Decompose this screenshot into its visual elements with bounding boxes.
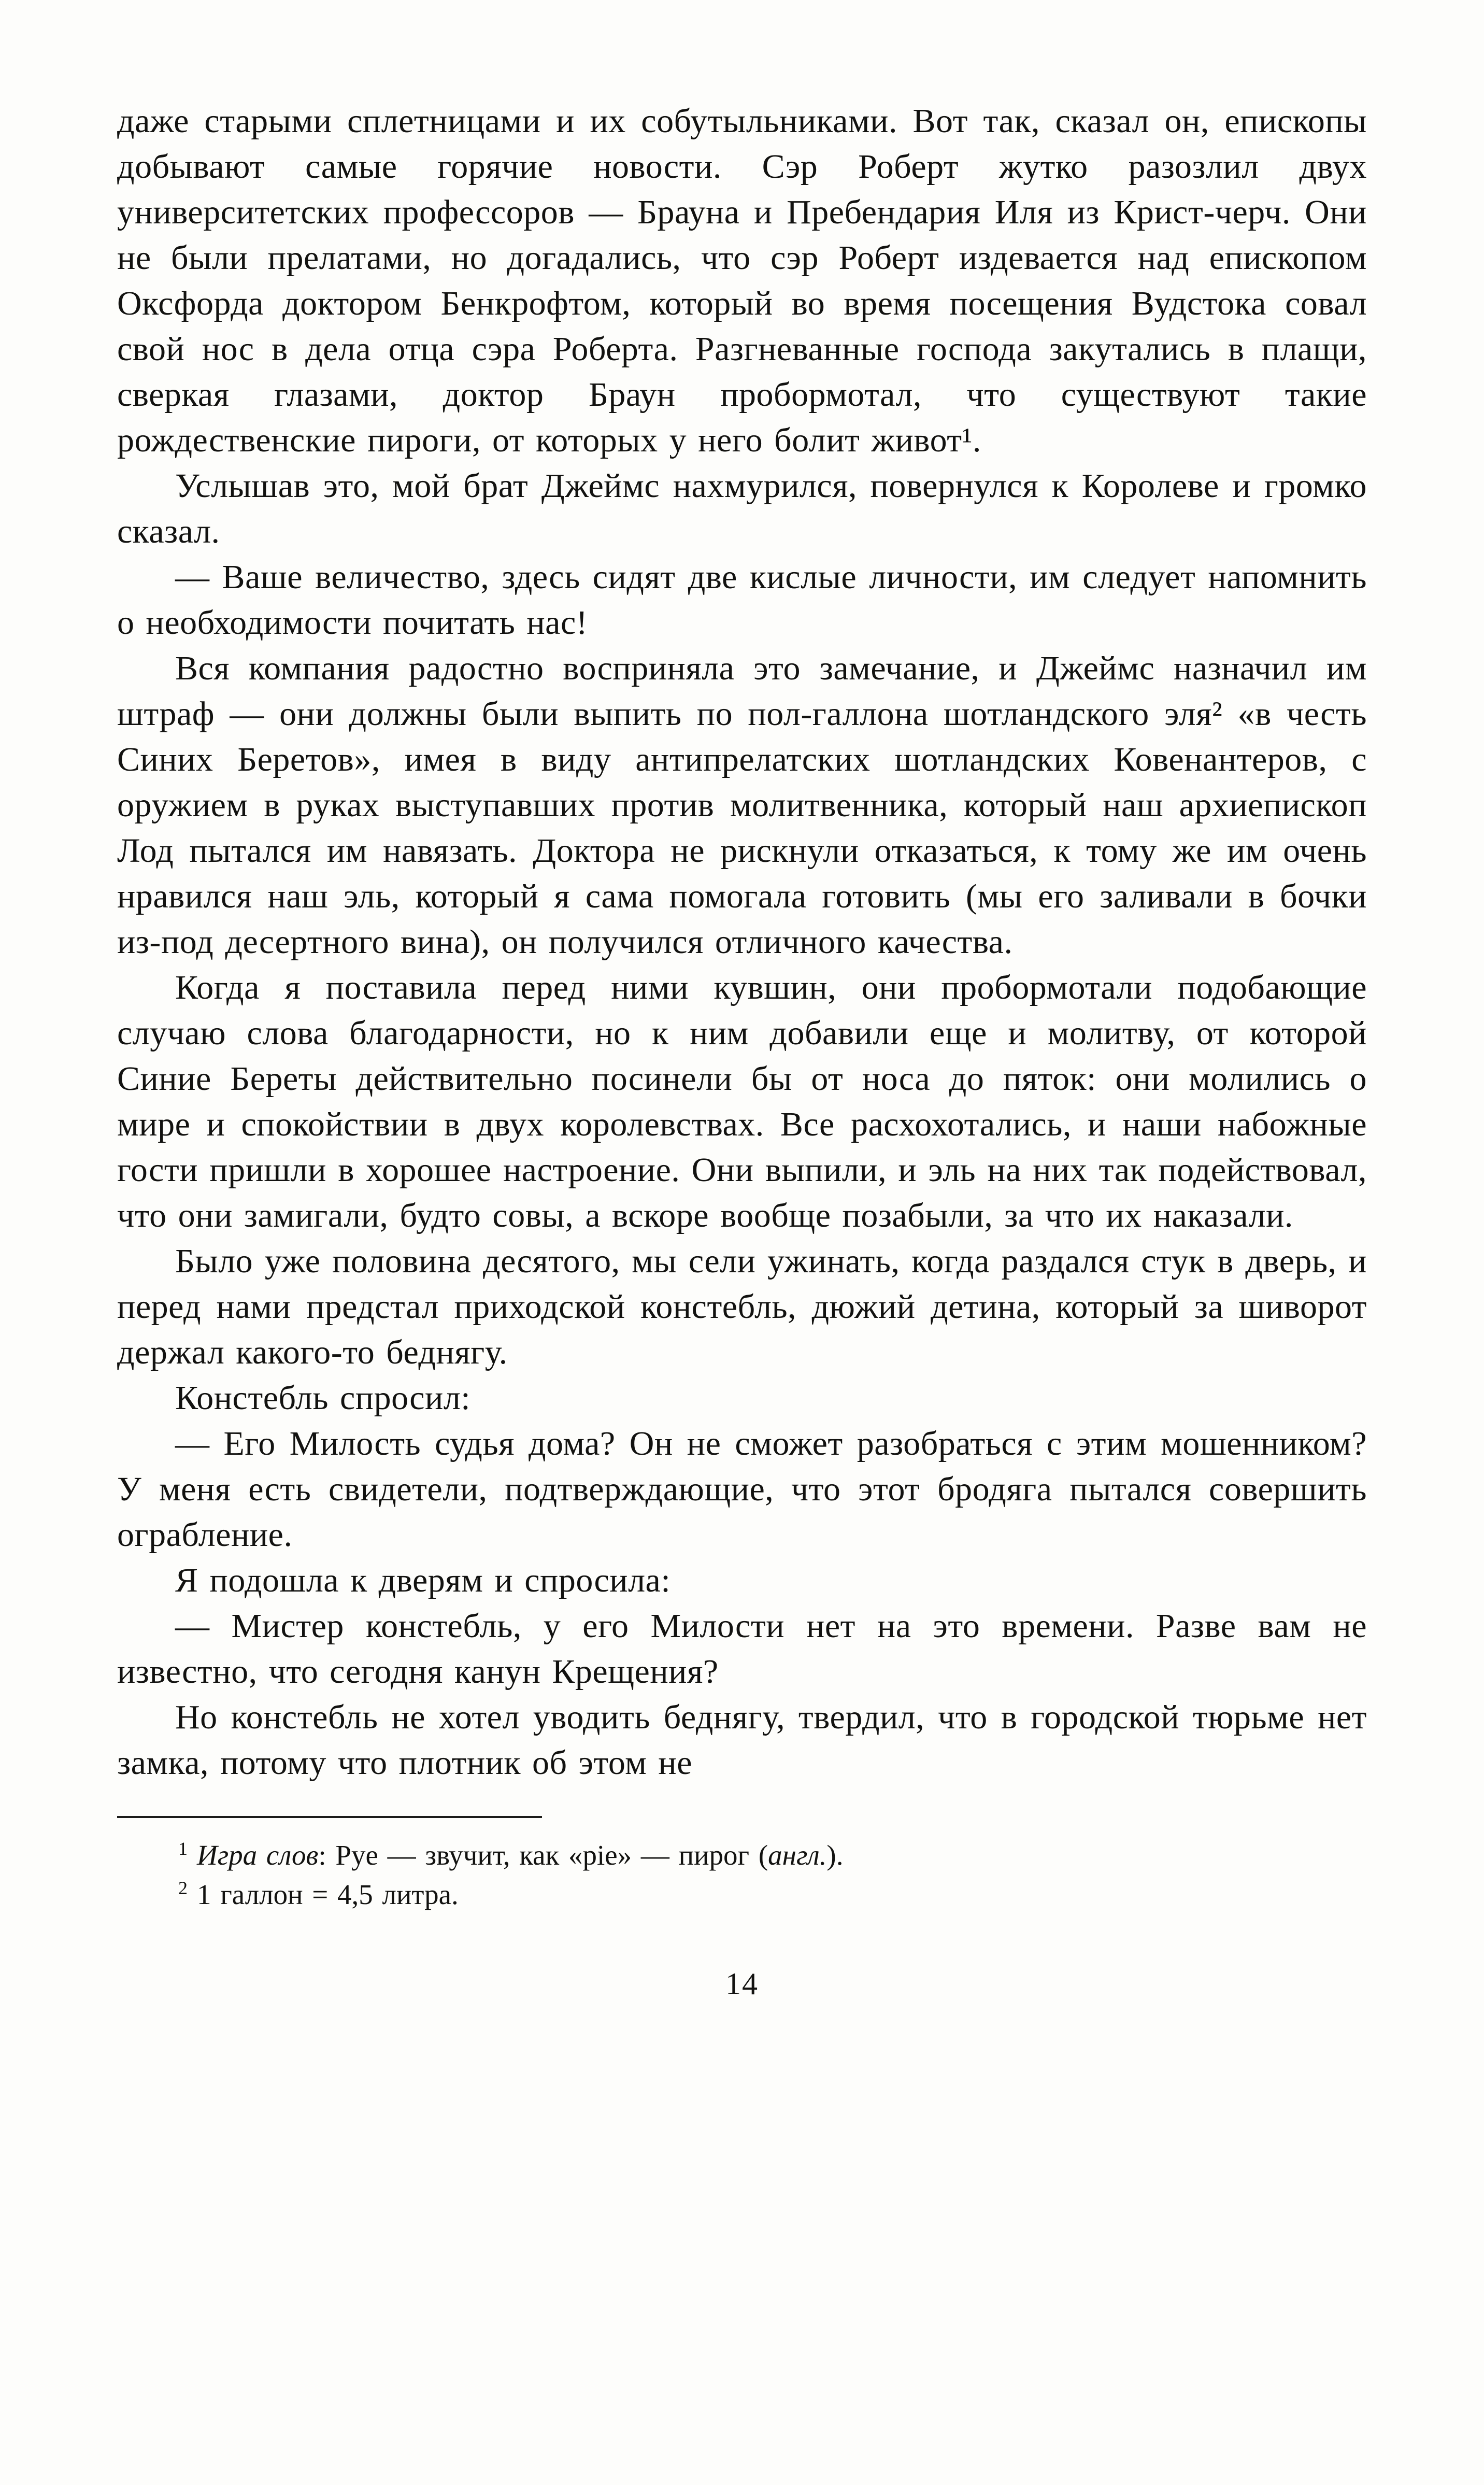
- footnotes-block: [117, 1836, 1367, 1914]
- footnote-text: 1 галлон = 4,5 литра.: [197, 1879, 459, 1910]
- page-number: 14: [725, 1967, 759, 2001]
- paragraph: Но констебль не хотел уводить беднягу, твердил, что в городской тюрьме нет замка, потому что плотник об этом не: [117, 1698, 1367, 1782]
- paragraph: Когда я поставила перед ними кувшин, они пробормотали подобающие случаю слова благодарности, но к ним добавили еще и молитву, от которой Синие Береты действительно посинели бы от носа до пяток: они молились о мире и спокойствии в двух королевствах. Все расхохотались, и наши набожные гости пришли в хорошее настроение. Они выпили, и эль на них так подействовал, что они замигали, будто совы, а вскоре вообще позабыли, за что их наказали.: [117, 969, 1367, 1234]
- paragraph-dialogue: — Ваше величество, здесь сидят две кислые личности, им следует напомнить о необходимости почитать нас!: [117, 558, 1367, 642]
- paragraph: Было уже половина десятого, мы сели ужинать, когда раздался стук в дверь, и перед нами предстал приходской констебль, дюжий детина, который за шиворот держал какого-то беднягу.: [117, 1242, 1367, 1371]
- footnote-text-italic: Игра слов: [197, 1839, 319, 1871]
- paragraph: даже старыми сплетницами и их собутыльниками. Вот так, сказал он, епископы добывают самые горячие новости. Сэр Роберт жутко разозлил двух университетских профессоров — Брауна и Пребендария Иля из Крист-черч. Они не были прелатами, но догадались, что сэр Роберт издевается над епископом Оксфорда доктором Бенкрофтом, который во время посещения Вудстока совал свой нос в дела отца сэра Роберта. Разгневанные господа закутались в плащи, сверкая глазами, доктор Браун пробормотал, что существуют такие рождественские пироги, от которых у него болит живот¹.: [117, 102, 1367, 459]
- footnote-text-italic: англ.: [768, 1839, 827, 1871]
- paragraph-dialogue: — Его Милость судья дома? Он не сможет разобраться с этим мошенником? У меня есть свидетели, подтверждающие, что этот бродяга пытался совершить ограбление.: [117, 1425, 1367, 1554]
- footnote: [117, 1875, 1367, 1914]
- footnote: [117, 1836, 1367, 1875]
- footnote-text: : Pye — звучит, как «pie» — пирог (: [318, 1839, 768, 1871]
- footnote-marker: 1: [178, 1838, 188, 1859]
- paragraph: Я подошла к дверям и спросила:: [175, 1561, 671, 1599]
- paragraph: Констебль спросил:: [175, 1379, 471, 1417]
- footnote-text: ).: [826, 1839, 844, 1871]
- footnote-separator: [117, 1816, 542, 1818]
- footnote-marker: 2: [178, 1877, 188, 1898]
- paragraph: Вся компания радостно восприняла это замечание, и Джеймс назначил им штраф — они должны были выпить по пол-галлона шотландского эля² «в честь Синих Беретов», имея в виду антипрелатских шотландских Ковенантеров, с оружием в руках выступавших против молитвенника, который наш архиепископ Лод пытался им навязать. Доктора не рискнули отказаться, к тому же им очень нравился наш эль, который я сама помогала готовить (мы его заливали в бочки из-под десертного вина), он получился отличного качества.: [117, 649, 1367, 961]
- paragraph-dialogue: — Мистер констебль, у его Милости нет на это времени. Разве вам не известно, что сегодня канун Крещения?: [117, 1607, 1367, 1691]
- paragraph: Услышав это, мой брат Джеймс нахмурился, повернулся к Королеве и громко сказал.: [117, 467, 1367, 550]
- main-text-block: [117, 98, 1367, 1786]
